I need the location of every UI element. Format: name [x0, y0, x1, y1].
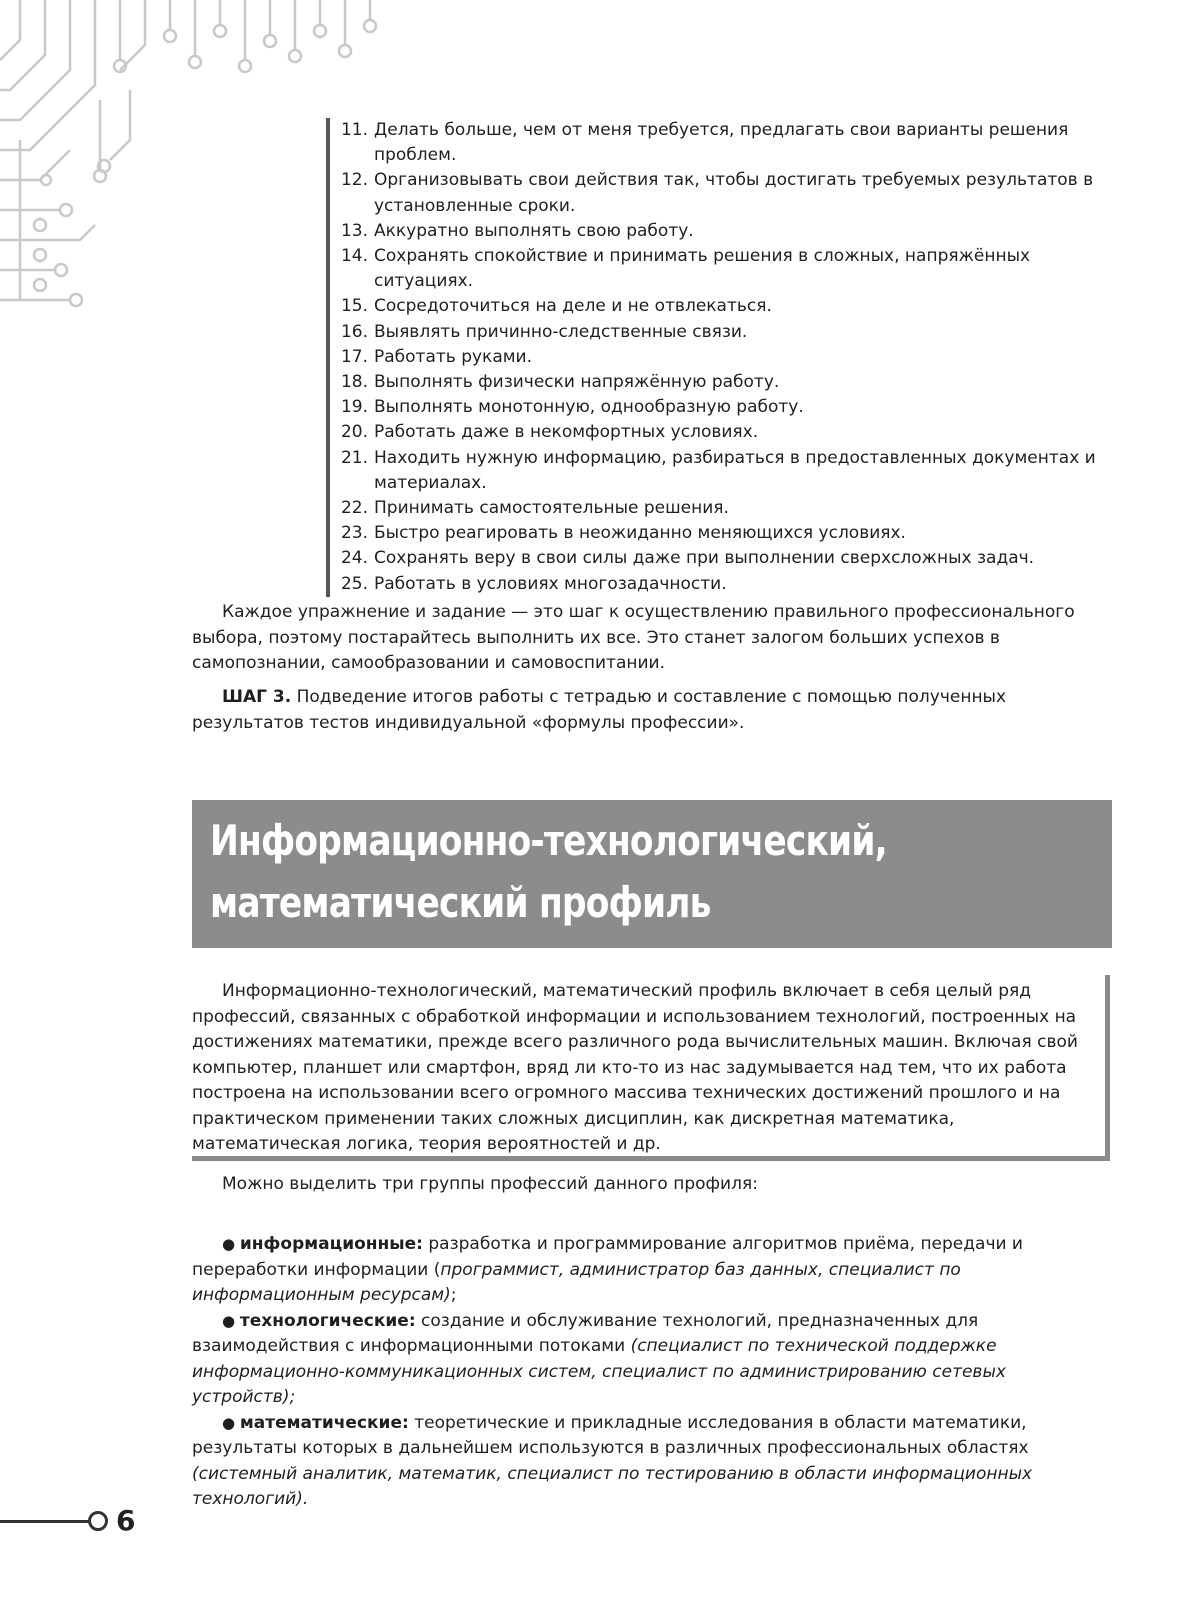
bullet-icon: ● — [222, 1413, 240, 1432]
list-item-number: 24. — [340, 548, 368, 569]
list-item-text: Сосредоточиться на деле и не отвлекаться. — [374, 296, 772, 317]
list-item-number: 13. — [340, 220, 368, 241]
list-item — [336, 546, 1116, 571]
list-item-number: 14. — [340, 246, 368, 267]
step3-label: ШАГ 3. — [222, 687, 292, 707]
footer-line — [0, 1520, 90, 1523]
list-item-text: Сохранять веру в свои силы даже при выполнении сверхсложных задач. — [374, 548, 1035, 569]
group-desc: разработка и программирование алгоритмов приёма, передачи и переработки информации ( — [192, 1234, 1023, 1280]
list-item-number: 16. — [340, 321, 368, 342]
list-item — [336, 370, 1116, 395]
list-item-text: Выполнять физически напряжённую работу. — [374, 372, 780, 393]
list-item — [336, 320, 1116, 345]
list-item-text: Сохранять спокойствие и принимать решения в сложных, напряжённых ситуациях. — [374, 246, 1031, 292]
group-term: информационные: — [239, 1234, 423, 1254]
list-item — [336, 572, 1116, 597]
list-item-number: 17. — [340, 346, 368, 367]
intro-box — [192, 975, 1110, 1161]
group-term: математические: — [239, 1412, 409, 1433]
list-item-text: Организовывать свои действия так, чтобы достигать требуемых результатов в установленные сроки. — [374, 170, 1094, 216]
list-item-text: Принимать самостоятельные решения. — [374, 498, 729, 519]
bullet-icon: ● — [222, 1311, 240, 1330]
list-item-text: Работать в условиях многозадачности. — [374, 573, 727, 594]
list-item — [336, 294, 1116, 319]
group-examples: программист, администратор баз данных, специалист по информационным ресурсам) — [192, 1259, 961, 1305]
section-banner — [192, 800, 1112, 948]
group-desc: создание и обслуживание технологий, предназначенных для взаимодействия с информационными потоками — [192, 1310, 979, 1356]
list-item-number: 25. — [340, 573, 368, 594]
list-item-text: Работать даже в некомфортных условиях. — [374, 422, 759, 443]
list-item — [336, 219, 1116, 244]
list-item — [336, 521, 1116, 546]
group-examples: (системный аналитик, математик, специалист по тестированию в области информационных технологий). — [192, 1463, 1033, 1509]
list-item — [336, 118, 1116, 168]
list-item-number: 12. — [340, 170, 368, 191]
group-examples: (специалист по технической поддержке информационно-коммуникационных систем, специалист по администрированию сетевых устройств); — [192, 1336, 1006, 1407]
list-item-number: 21. — [340, 447, 368, 468]
bullet-icon: ● — [222, 1235, 240, 1253]
page-number: 6 — [116, 1504, 136, 1537]
step3-text: Подведение итогов работы с тетрадью и составление с помощью полученных результатов тестов индивидуальной «формулы профессии». — [192, 687, 1007, 733]
paragraph-exercises: Каждое упражнение и задание — это шаг к осуществлению правильного профессионального выбора, поэтому постарайтесь выполнить их все. Это станет залогом больших успехов в самопознании, самообразовании и самовоспитании. — [192, 602, 1075, 673]
intro-text: Информационно-технологический, математический профиль включает в себя целый ряд профессий, связанных с обработкой информации и использованием технологий, построенных на достижениях математики, прежде всего различного рода вычислительных машин. Включая свой компьютер, планшет или смартфон, вряд ли кто-то из нас задумывается над тем, что их работа построена на использовании всего огромного массива технических достижений прошлого и на практическом применении таких сложных дисциплин, как дискретная математика, математическая логика, теория вероятностей и др. — [192, 981, 1078, 1154]
list-item-number: 11. — [340, 120, 368, 140]
list-item-number: 19. — [340, 397, 368, 418]
group-desc: теоретические и прикладные исследования в области математики, результаты которых в дальнейшем используются в различных профессиональных областях — [192, 1412, 1029, 1458]
list-item-number: 18. — [340, 372, 368, 393]
groups-intro: Можно выделить три группы профессий данного профиля: — [222, 1174, 758, 1194]
numbered-list — [326, 118, 1116, 597]
paragraph-step3 — [192, 685, 1082, 736]
group-end: ; — [450, 1285, 457, 1305]
group-item — [192, 1309, 1082, 1411]
footer-ring-icon — [88, 1511, 108, 1531]
group-item — [192, 1411, 1082, 1513]
list-item-text: Выявлять причинно-следственные связи. — [374, 321, 748, 342]
group-term: технологические: — [239, 1310, 416, 1331]
list-item-number: 20. — [340, 422, 368, 443]
list-item — [336, 446, 1116, 496]
list-item — [336, 345, 1116, 370]
list-item-text: Делать больше, чем от меня требуется, предлагать свои варианты решения проблем. — [374, 120, 1069, 166]
list-item-text: Выполнять монотонную, однообразную работу. — [374, 397, 804, 418]
list-item — [336, 496, 1116, 521]
page-footer — [0, 1506, 160, 1536]
list-item-text: Работать руками. — [374, 346, 533, 367]
list-item-number: 22. — [340, 498, 368, 519]
list-item — [336, 168, 1116, 218]
section-title: Информационно-технологический, математический профиль — [210, 816, 887, 927]
list-item-number: 15. — [340, 296, 368, 317]
list-item — [336, 244, 1116, 294]
list-item-text: Аккуратно выполнять свою работу. — [374, 220, 694, 241]
groups-list — [192, 1232, 1082, 1513]
list-item-text: Находить нужную информацию, разбираться в предоставленных документах и материалах. — [374, 447, 1096, 493]
group-item — [192, 1232, 1082, 1309]
list-item-text: Быстро реагировать в неожиданно меняющихся условиях. — [374, 523, 906, 544]
list-item-number: 23. — [340, 523, 368, 544]
list-item — [336, 420, 1116, 445]
list-item — [336, 395, 1116, 420]
